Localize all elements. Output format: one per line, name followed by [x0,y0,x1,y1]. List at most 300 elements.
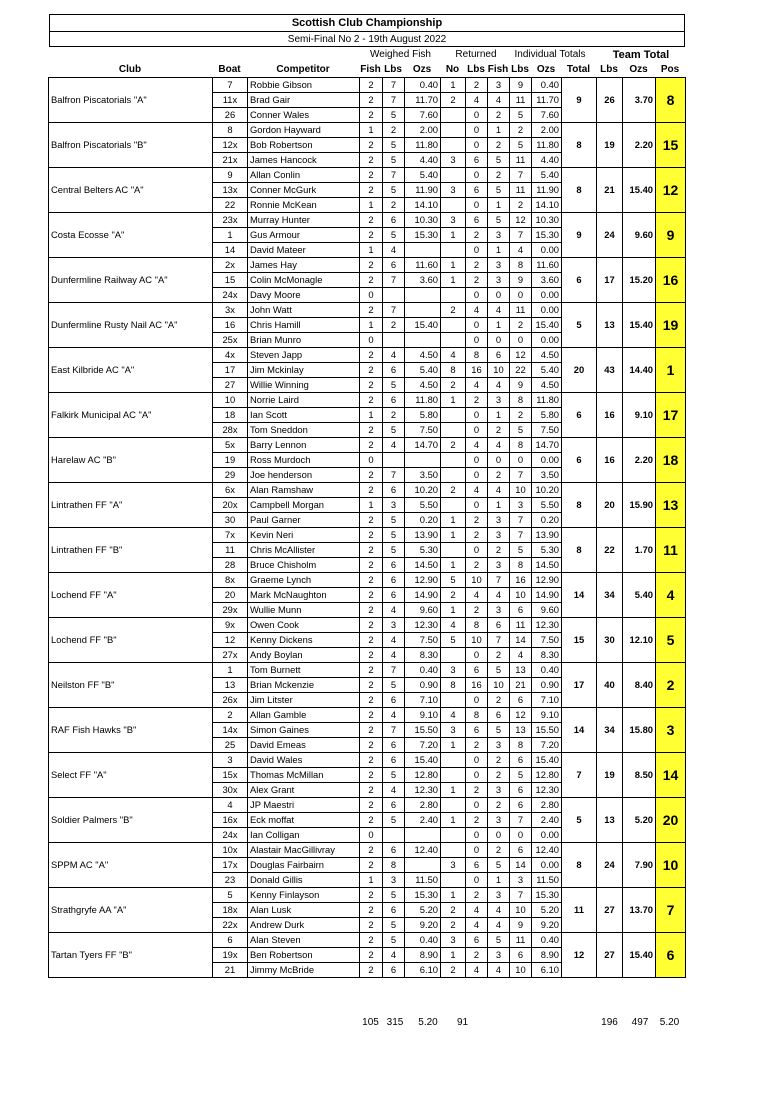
table-row [49,123,686,138]
ind-fish-cell: 4 [488,903,510,918]
ind-fish-cell: 1 [488,873,510,888]
boat-cell: 28x [213,423,248,438]
team-lbs-cell: 13 [597,303,623,348]
competitor-cell: Alan Steven [248,933,360,948]
lbs-cell: 5 [383,888,405,903]
fish-cell: 2 [360,678,383,693]
competitor-cell: Jim Litster [248,693,360,708]
competitor-cell: Campbell Morgan [248,498,360,513]
boat-cell: 29 [213,468,248,483]
returned-lbs-cell: 2 [466,513,488,528]
ind-fish-cell: 3 [488,603,510,618]
ind-lbs-cell: 13 [510,723,532,738]
lbs-cell: 6 [383,393,405,408]
ozs-cell [405,243,441,258]
ozs-cell: 12.90 [405,573,441,588]
boat-cell: 23x [213,213,248,228]
ind-lbs-cell: 6 [510,603,532,618]
lbs-cell: 7 [383,468,405,483]
ozs-cell: 15.40 [405,753,441,768]
position-badge: 15 [656,123,686,168]
returned-lbs-cell: 2 [466,258,488,273]
ind-lbs-cell: 3 [510,873,532,888]
competitor-cell: Conner Wales [248,108,360,123]
ind-ozs-cell: 12.80 [532,768,562,783]
lbs-cell: 6 [383,843,405,858]
fish-cell: 2 [360,138,383,153]
returned-lbs-cell: 2 [466,528,488,543]
table-row [49,348,686,363]
returned-no-cell [441,498,466,513]
competitor-cell: David Emeas [248,738,360,753]
lbs-cell: 2 [383,123,405,138]
returned-lbs-cell: 0 [466,138,488,153]
returned-no-cell [441,468,466,483]
competitor-cell: Bob Robertson [248,138,360,153]
ind-lbs-cell: 14 [510,858,532,873]
ozs-cell: 13.90 [405,528,441,543]
fish-cell: 2 [360,588,383,603]
boat-cell: 9x [213,618,248,633]
boat-cell: 11 [213,543,248,558]
ind-fish-cell: 3 [488,258,510,273]
ind-fish-cell: 0 [488,333,510,348]
ind-ozs-cell: 9.10 [532,708,562,723]
club-name: Tartan Tyers FF "B" [49,933,213,978]
ozs-cell: 0.40 [405,933,441,948]
ind-lbs-cell: 7 [510,528,532,543]
competitor-cell: Conner McGurk [248,183,360,198]
returned-lbs-cell: 0 [466,828,488,843]
lbs-cell: 5 [383,108,405,123]
ind-lbs-cell: 9 [510,273,532,288]
ozs-cell: 6.10 [405,963,441,978]
ind-lbs-cell: 21 [510,678,532,693]
ind-lbs-cell: 5 [510,543,532,558]
ind-ozs-cell: 7.10 [532,693,562,708]
ind-fish-cell: 6 [488,708,510,723]
competitor-cell: Kevin Neri [248,528,360,543]
competitor-cell: Brian Mckenzie [248,678,360,693]
boat-cell: 20x [213,498,248,513]
club-name: RAF Fish Hawks "B" [49,708,213,753]
ind-ozs-cell: 5.40 [532,363,562,378]
returned-lbs-cell: 6 [466,183,488,198]
returned-lbs-cell: 4 [466,378,488,393]
club-name: Balfron Piscatorials "A" [49,78,213,123]
ozs-cell: 11.80 [405,393,441,408]
returned-no-cell: 1 [441,258,466,273]
ind-lbs-cell: 4 [510,648,532,663]
lbs-cell: 4 [383,438,405,453]
returned-lbs-cell: 0 [466,693,488,708]
competitor-cell: Norrie Laird [248,393,360,408]
ind-ozs-cell: 9.60 [532,603,562,618]
boat-cell: 16x [213,813,248,828]
ozs-cell: 9.20 [405,918,441,933]
ind-lbs-cell: 14 [510,633,532,648]
ind-ozs-cell: 8.90 [532,948,562,963]
boat-cell: 23 [213,873,248,888]
lbs-cell: 6 [383,588,405,603]
boat-cell: 8x [213,573,248,588]
ozs-cell: 15.30 [405,888,441,903]
ind-fish-cell: 3 [488,948,510,963]
ind-fish-cell: 4 [488,918,510,933]
ind-ozs-cell: 12.90 [532,573,562,588]
fish-cell: 2 [360,153,383,168]
returned-no-cell: 4 [441,708,466,723]
competitor-cell: Joe henderson [248,468,360,483]
ozs-cell: 9.10 [405,708,441,723]
position-badge: 1 [656,348,686,393]
ind-lbs-cell: 5 [510,108,532,123]
ozs-cell: 2.80 [405,798,441,813]
returned-no-cell: 1 [441,513,466,528]
returned-lbs-cell: 8 [466,618,488,633]
ind-ozs-cell: 14.10 [532,198,562,213]
boat-cell: 13x [213,183,248,198]
ind-fish-cell: 5 [488,183,510,198]
lbs-cell: 5 [383,183,405,198]
position-badge: 5 [656,618,686,663]
team-ozs-cell: 3.70 [623,78,656,123]
lbs-cell: 6 [383,738,405,753]
returned-lbs-cell: 6 [466,663,488,678]
lbs-cell: 6 [383,963,405,978]
ozs-cell: 10.30 [405,213,441,228]
returned-lbs-cell: 16 [466,678,488,693]
ozs-cell: 5.50 [405,498,441,513]
competitor-cell: JP Maestri [248,798,360,813]
team-total-cell: 9 [562,78,597,123]
fish-cell: 2 [360,738,383,753]
returned-no-cell [441,693,466,708]
competitor-cell: Ian Colligan [248,828,360,843]
ind-ozs-cell: 0.00 [532,333,562,348]
lbs-cell: 5 [383,528,405,543]
returned-lbs-cell: 2 [466,273,488,288]
competitor-cell: Mark McNaughton [248,588,360,603]
competitor-cell: Ronnie McKean [248,198,360,213]
ozs-cell: 14.90 [405,588,441,603]
returned-lbs-cell: 0 [466,498,488,513]
boat-cell: 22x [213,918,248,933]
fish-cell: 2 [360,378,383,393]
returned-no-cell: 5 [441,633,466,648]
lbs-cell: 5 [383,513,405,528]
boat-cell: 7 [213,78,248,93]
fish-cell: 2 [360,468,383,483]
table-row [49,798,686,813]
ind-lbs-cell: 9 [510,78,532,93]
ozs-cell: 15.30 [405,228,441,243]
returned-no-cell: 1 [441,738,466,753]
boat-cell: 18x [213,903,248,918]
ind-lbs-cell: 7 [510,813,532,828]
returned-no-cell [441,423,466,438]
fish-cell: 2 [360,483,383,498]
lbs-cell [383,828,405,843]
ind-ozs-cell: 5.30 [532,543,562,558]
returned-lbs-cell: 10 [466,633,488,648]
ind-lbs-cell: 11 [510,933,532,948]
returned-lbs-cell: 0 [466,468,488,483]
team-ozs-cell: 15.90 [623,483,656,528]
table-row [49,393,686,408]
ind-ozs-cell: 0.40 [532,933,562,948]
ind-fish-cell: 3 [488,78,510,93]
position-badge: 12 [656,168,686,213]
returned-no-cell: 3 [441,858,466,873]
ind-ozs-cell: 3.50 [532,468,562,483]
total-team-ozs: 5.20 [659,1017,680,1028]
lbs-cell: 5 [383,228,405,243]
ozs-cell [405,303,441,318]
ozs-cell [405,858,441,873]
competitor-cell: Bruce Chisholm [248,558,360,573]
ozs-cell: 12.80 [405,768,441,783]
fish-cell: 2 [360,723,383,738]
boat-cell: 10 [213,393,248,408]
position-badge: 18 [656,438,686,483]
team-lbs-cell: 34 [597,573,623,618]
returned-no-cell: 1 [441,393,466,408]
ind-fish-cell: 5 [488,213,510,228]
ozs-cell: 2.40 [405,813,441,828]
competitor-cell: Andy Boylan [248,648,360,663]
ind-ozs-cell: 12.40 [532,843,562,858]
returned-no-cell: 4 [441,618,466,633]
col-header-team-total: Total [566,64,591,75]
lbs-cell: 4 [383,783,405,798]
boat-cell: 11x [213,93,248,108]
fish-cell: 2 [360,708,383,723]
ind-fish-cell: 6 [488,618,510,633]
total-team-lbs: 497 [631,1017,649,1028]
lbs-cell: 3 [383,618,405,633]
boat-cell: 15x [213,768,248,783]
competitor-cell: Allan Gamble [248,708,360,723]
returned-lbs-cell: 8 [466,348,488,363]
competitor-cell: Owen Cook [248,618,360,633]
competitor-cell: Chris McAllister [248,543,360,558]
returned-lbs-cell: 0 [466,798,488,813]
ind-ozs-cell: 7.50 [532,633,562,648]
fish-cell: 2 [360,183,383,198]
returned-lbs-cell: 6 [466,723,488,738]
boat-cell: 1 [213,663,248,678]
fish-cell: 2 [360,438,383,453]
col-header-boat: Boat [218,64,241,75]
fish-cell: 2 [360,228,383,243]
boat-cell: 25 [213,738,248,753]
col-header-pos: Pos [660,64,680,75]
lbs-cell: 6 [383,693,405,708]
lbs-cell: 3 [383,498,405,513]
ind-ozs-cell: 0.00 [532,828,562,843]
returned-no-cell: 2 [441,963,466,978]
competitor-cell: Brian Munro [248,333,360,348]
team-total-cell: 14 [562,708,597,753]
returned-lbs-cell: 0 [466,648,488,663]
lbs-cell: 4 [383,243,405,258]
ind-fish-cell: 3 [488,783,510,798]
position-badge: 14 [656,753,686,798]
fish-cell: 2 [360,258,383,273]
ind-fish-cell: 1 [488,243,510,258]
boat-cell: 2x [213,258,248,273]
returned-lbs-cell: 0 [466,318,488,333]
ozs-cell: 11.60 [405,258,441,273]
returned-lbs-cell: 2 [466,813,488,828]
boat-cell: 15 [213,273,248,288]
returned-lbs-cell: 4 [466,588,488,603]
ind-lbs-cell: 10 [510,903,532,918]
group-individual-totals: Individual Totals [514,49,586,60]
ind-lbs-cell: 6 [510,753,532,768]
ozs-cell: 0.90 [405,678,441,693]
ind-ozs-cell: 15.30 [532,228,562,243]
lbs-cell: 2 [383,198,405,213]
col-header-ind-fish: Fish [487,64,509,75]
team-ozs-cell: 15.80 [623,708,656,753]
ind-ozs-cell: 11.90 [532,183,562,198]
club-name: Lintrathen FF "A" [49,483,213,528]
lbs-cell: 7 [383,723,405,738]
ind-ozs-cell: 0.00 [532,858,562,873]
returned-lbs-cell: 0 [466,873,488,888]
club-name: Neilston FF "B" [49,663,213,708]
fish-cell: 1 [360,318,383,333]
ind-ozs-cell: 0.00 [532,453,562,468]
lbs-cell: 4 [383,948,405,963]
fish-cell: 2 [360,648,383,663]
returned-no-cell: 3 [441,153,466,168]
ind-lbs-cell: 5 [510,423,532,438]
lbs-cell: 5 [383,543,405,558]
team-ozs-cell: 8.40 [623,663,656,708]
lbs-cell: 3 [383,873,405,888]
ind-ozs-cell: 11.50 [532,873,562,888]
ind-fish-cell: 4 [488,588,510,603]
returned-no-cell [441,108,466,123]
lbs-cell: 5 [383,378,405,393]
fish-cell: 2 [360,693,383,708]
fish-cell: 2 [360,603,383,618]
returned-lbs-cell: 8 [466,708,488,723]
competitor-cell: Alex Grant [248,783,360,798]
ozs-cell: 7.60 [405,108,441,123]
ozs-cell: 3.60 [405,273,441,288]
competitor-cell: Thomas McMillan [248,768,360,783]
ind-lbs-cell: 0 [510,288,532,303]
returned-no-cell [441,873,466,888]
ind-fish-cell: 3 [488,738,510,753]
ind-fish-cell: 1 [488,198,510,213]
position-badge: 6 [656,933,686,978]
competitor-cell: Tom Sneddon [248,423,360,438]
fish-cell: 2 [360,948,383,963]
competitor-cell: James Hancock [248,153,360,168]
competitor-cell: Eck moffat [248,813,360,828]
competitor-cell: Kenny Dickens [248,633,360,648]
team-lbs-cell: 13 [597,798,623,843]
col-header-ind-lbs: Lbs [511,64,529,75]
total-ozs: 5.20 [418,1017,438,1028]
team-ozs-cell: 1.70 [623,528,656,573]
returned-lbs-cell: 2 [466,603,488,618]
ozs-cell: 14.50 [405,558,441,573]
ind-lbs-cell: 12 [510,348,532,363]
ozs-cell: 7.50 [405,633,441,648]
position-badge: 4 [656,573,686,618]
page-title: Scottish Club Championship [50,15,684,32]
fish-cell: 0 [360,453,383,468]
competitor-cell: Murray Hunter [248,213,360,228]
lbs-cell: 7 [383,78,405,93]
returned-lbs-cell: 2 [466,393,488,408]
ozs-cell [405,453,441,468]
lbs-cell [383,453,405,468]
returned-no-cell: 1 [441,888,466,903]
ind-lbs-cell: 8 [510,438,532,453]
ind-lbs-cell: 9 [510,378,532,393]
team-ozs-cell: 9.60 [623,213,656,258]
fish-cell: 2 [360,888,383,903]
boat-cell: 5 [213,888,248,903]
fish-cell: 2 [360,528,383,543]
lbs-cell: 5 [383,768,405,783]
lbs-cell: 7 [383,303,405,318]
lbs-cell: 4 [383,348,405,363]
ozs-cell: 0.40 [405,663,441,678]
competitor-cell: David Wales [248,753,360,768]
boat-cell: 4 [213,798,248,813]
returned-no-cell [441,648,466,663]
boat-cell: 14x [213,723,248,738]
team-lbs-cell: 21 [597,168,623,213]
ind-ozs-cell: 14.90 [532,588,562,603]
ind-ozs-cell: 11.80 [532,138,562,153]
ind-ozs-cell: 9.20 [532,918,562,933]
boat-cell: 19 [213,453,248,468]
ind-ozs-cell: 5.80 [532,408,562,423]
returned-no-cell: 1 [441,783,466,798]
boat-cell: 1 [213,228,248,243]
team-ozs-cell: 15.40 [623,303,656,348]
returned-lbs-cell: 4 [466,918,488,933]
ind-lbs-cell: 10 [510,588,532,603]
competitor-cell: Steven Japp [248,348,360,363]
team-ozs-cell: 13.70 [623,888,656,933]
competitor-cell: Ian Scott [248,408,360,423]
fish-cell: 2 [360,108,383,123]
team-total-cell: 20 [562,348,597,393]
returned-lbs-cell: 0 [466,408,488,423]
returned-lbs-cell: 0 [466,453,488,468]
returned-no-cell: 3 [441,663,466,678]
returned-lbs-cell: 0 [466,123,488,138]
returned-no-cell: 1 [441,228,466,243]
ozs-cell: 9.60 [405,603,441,618]
competitor-cell: Chris Hamill [248,318,360,333]
fish-cell: 2 [360,168,383,183]
ind-lbs-cell: 2 [510,318,532,333]
ozs-cell: 0.20 [405,513,441,528]
boat-cell: 21 [213,963,248,978]
lbs-cell: 6 [383,753,405,768]
